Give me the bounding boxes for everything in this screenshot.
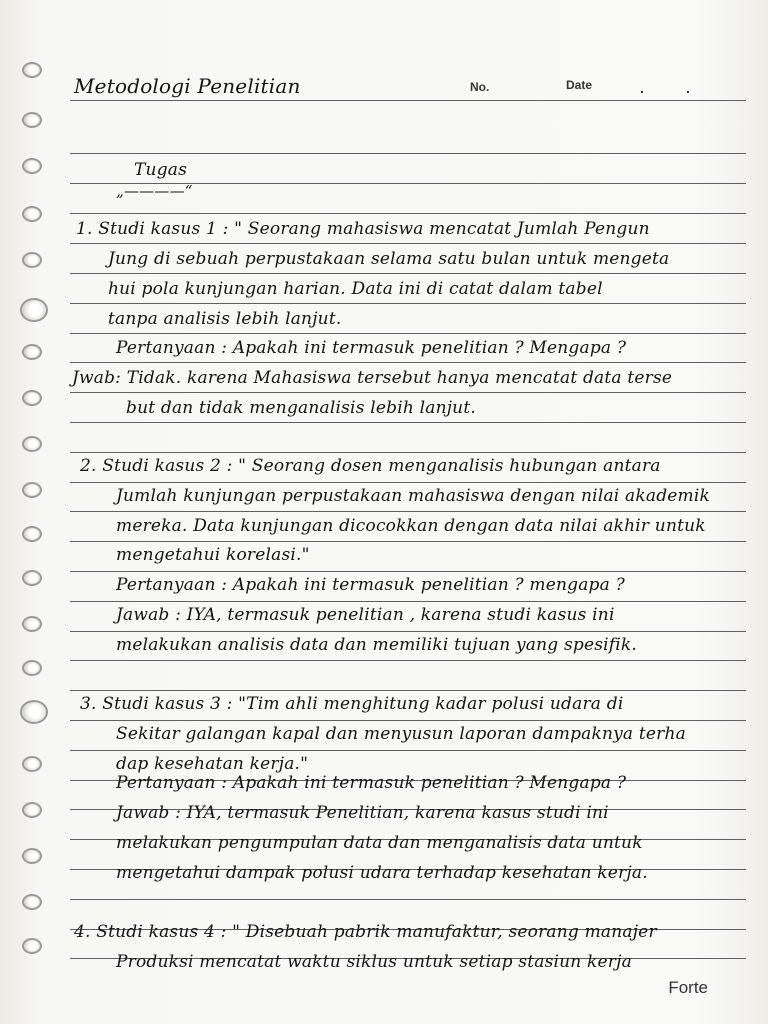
text-line: Jumlah kunjungan perpustakaan mahasiswa dengan nilai akademik <box>116 486 711 506</box>
spiral-ring <box>22 482 42 498</box>
text-line: mengetahui korelasi." <box>116 545 310 565</box>
spiral-ring <box>22 894 42 910</box>
spiral-ring <box>22 802 42 818</box>
spiral-ring <box>22 206 42 222</box>
ruled-line <box>70 541 746 542</box>
spiral-ring <box>22 570 42 586</box>
heading-underline-marks: „————“ <box>116 182 193 200</box>
date-label: Date <box>566 78 593 92</box>
spiral-ring <box>20 700 48 724</box>
ruled-line <box>70 213 746 214</box>
spiral-ring <box>22 436 42 452</box>
ruled-line <box>70 243 746 244</box>
ruled-line <box>70 362 746 363</box>
spiral-ring <box>22 616 42 632</box>
spiral-ring <box>22 660 42 676</box>
ruled-line <box>70 631 746 632</box>
answer-line: melakukan pengumpulan data dan menganalisis data untuk <box>116 833 643 853</box>
spiral-ring <box>22 848 42 864</box>
question-line: Pertanyaan : Apakah ini termasuk penelitian ? Mengapa ? <box>116 773 627 793</box>
subject-title: Metodologi Penelitian <box>74 74 301 98</box>
ruled-line <box>70 333 746 334</box>
ruled-line <box>70 153 746 154</box>
spiral-ring <box>22 390 42 406</box>
ruled-line <box>70 422 746 423</box>
answer-line: Jwab: Tidak. karena Mahasiswa tersebut hanya mencatat data terse <box>72 368 673 388</box>
answer-line: Jawab : IYA, termasuk Penelitian, karena kasus studi ini <box>116 803 609 823</box>
text-line: Jung di sebuah perpustakaan selama satu bulan untuk mengeta <box>108 249 670 269</box>
ruled-line <box>70 601 746 602</box>
answer-line: Jawab : IYA, termasuk penelitian , karena studi kasus ini <box>116 605 615 625</box>
spiral-ring <box>22 526 42 542</box>
question-line: Pertanyaan : Apakah ini termasuk penelitian ? Mengapa ? <box>116 338 627 358</box>
ruled-line <box>70 392 746 393</box>
ruled-line <box>70 720 746 721</box>
text-line: Sekitar galangan kapal dan menyusun laporan dampaknya terha <box>116 724 686 744</box>
header-line <box>70 100 746 101</box>
answer-line: but dan tidak menganalisis lebih lanjut. <box>126 398 476 418</box>
text-line: mereka. Data kunjungan dicocokkan dengan data nilai akhir untuk <box>116 516 706 536</box>
ruled-line <box>70 750 746 751</box>
ruled-line <box>70 482 746 483</box>
spiral-ring <box>22 252 42 268</box>
spiral-ring <box>22 756 42 772</box>
text-line: 4. Studi kasus 4 : " Disebuah pabrik manufaktur, seorang manajer <box>74 922 657 942</box>
brand-logo: Forte <box>668 978 708 997</box>
ruled-line <box>70 273 746 274</box>
date-dot: . <box>686 80 690 96</box>
spiral-ring <box>22 62 42 78</box>
ruled-line <box>70 571 746 572</box>
text-line: 2. Studi kasus 2 : " Seorang dosen menganalisis hubungan antara <box>80 456 661 476</box>
text-line: tanpa analisis lebih lanjut. <box>108 309 342 329</box>
spiral-ring <box>22 344 42 360</box>
spiral-ring <box>20 298 48 322</box>
text-line: Produksi mencatat waktu siklus untuk setiap stasiun kerja <box>116 952 632 972</box>
text-line: dap kesehatan kerja." <box>116 754 309 774</box>
text-line: 1. Studi kasus 1 : " Seorang mahasiswa mencatat Jumlah Pengun <box>76 219 650 239</box>
answer-line: mengetahui dampak polusi udara terhadap kesehatan kerja. <box>116 863 648 883</box>
number-label: No. <box>470 80 490 94</box>
ruled-line <box>70 690 746 691</box>
ruled-line <box>70 899 746 900</box>
heading-tugas: Tugas <box>134 160 188 180</box>
text-line: 3. Studi kasus 3 : "Tim ahli menghitung kadar polusi udara di <box>80 694 624 714</box>
ruled-line <box>70 511 746 512</box>
ruled-line <box>70 303 746 304</box>
answer-line: melakukan analisis data dan memiliki tujuan yang spesifik. <box>116 635 638 655</box>
spiral-ring <box>22 158 42 174</box>
spiral-ring <box>22 938 42 954</box>
ruled-line <box>70 660 746 661</box>
ruled-line <box>70 452 746 453</box>
text-line: hui pola kunjungan harian. Data ini di catat dalam tabel <box>108 279 603 299</box>
spiral-ring <box>22 112 42 128</box>
question-line: Pertanyaan : Apakah ini termasuk penelitian ? mengapa ? <box>116 575 625 595</box>
date-dot: . <box>640 80 644 96</box>
